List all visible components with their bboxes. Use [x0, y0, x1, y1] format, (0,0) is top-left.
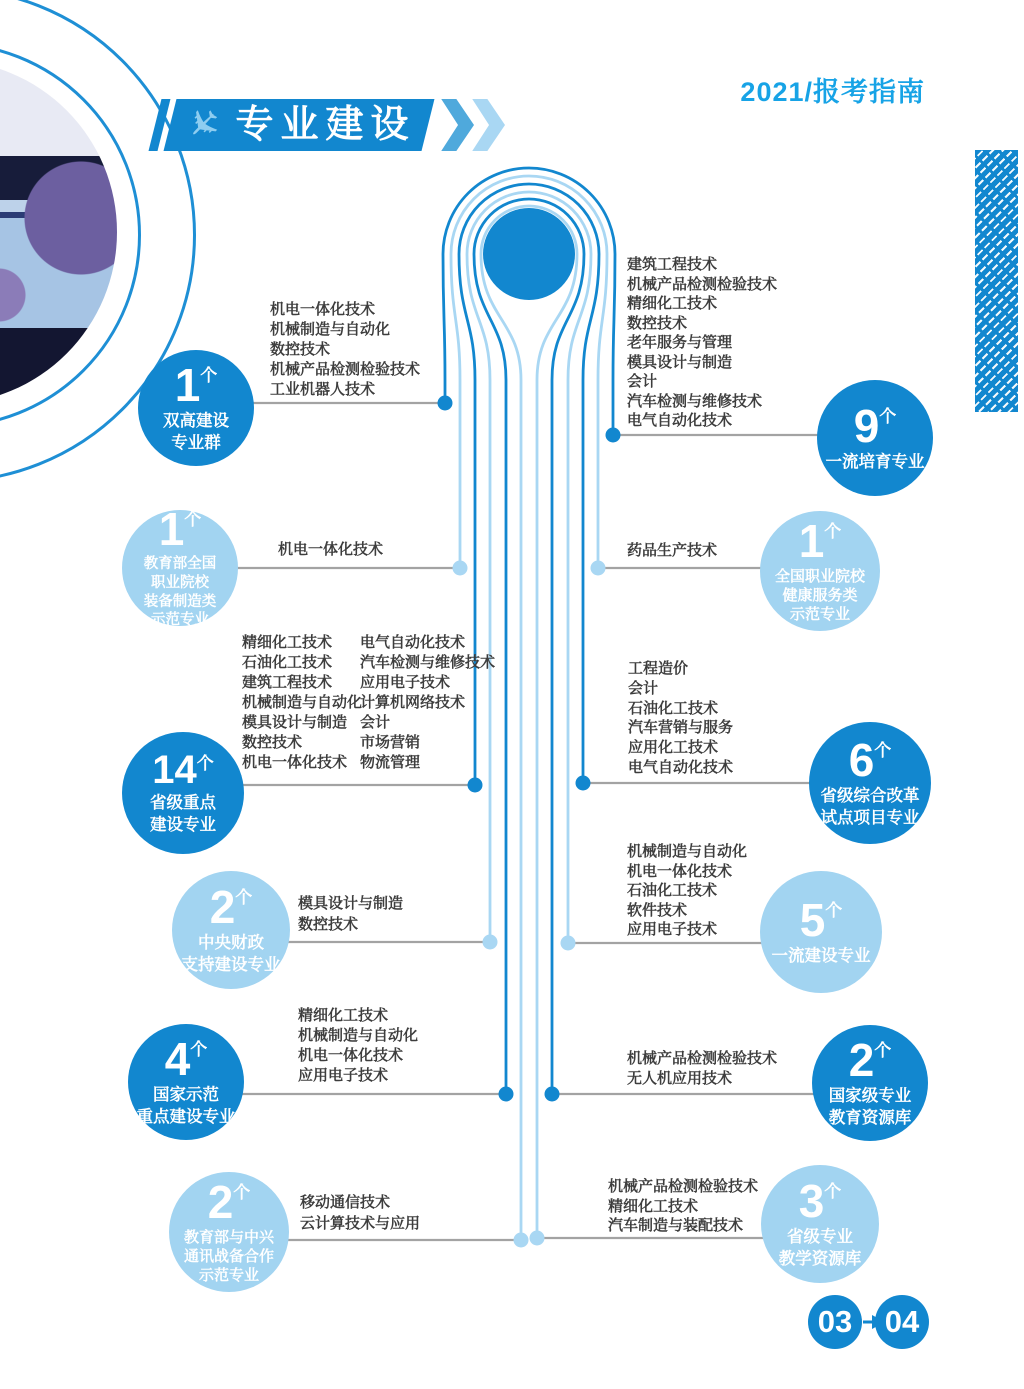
major-item: 会计 [628, 679, 659, 697]
badge-label-line: 示范专业 [198, 1267, 259, 1285]
major-item: 电气自动化技术 [627, 412, 733, 429]
major-item: 会计 [627, 373, 658, 390]
majors-list-guojiaji-ziyuanku [627, 1049, 777, 1089]
major-item: 数控技术 [270, 341, 331, 358]
badge-count: 2 个 [848, 1034, 892, 1087]
major-item: 物流管理 [360, 754, 421, 771]
major-item: 工业机器人技术 [270, 381, 376, 398]
badge-label-line: 教育部与中兴 [183, 1228, 274, 1246]
major-item: 精细化工技术 [242, 634, 333, 651]
badge-yiliu-peiyu [817, 380, 933, 496]
badge-count: 2 个 [207, 1175, 251, 1228]
major-item: 汽车检测与维修技术 [360, 654, 496, 671]
badge-label-line: 支持建设专业 [181, 955, 281, 974]
major-item: 建筑工程技术 [627, 256, 718, 273]
major-item: 模具设计与制造 [242, 714, 348, 731]
major-item: 计算机网络技术 [360, 694, 466, 711]
badge-zhongyang-caizheng [172, 871, 290, 989]
badge-label-line: 省级重点 [150, 794, 216, 813]
majors-list-quanguo-jiankang [627, 541, 717, 561]
badge-label-line: 健康服务类 [782, 586, 858, 604]
badge-label-line: 全国职业院校 [774, 567, 865, 585]
badge-shuanggao [138, 350, 254, 466]
badge-label-line: 双高建设 [163, 412, 229, 431]
major-item: 数控技术 [242, 734, 303, 751]
major-item: 电气自动化技术 [628, 758, 734, 776]
major-item: 建筑工程技术 [242, 674, 333, 691]
badge-zhongxing-hezuo [169, 1172, 289, 1292]
major-item: 汽车检测与维修技术 [627, 392, 763, 410]
badge-label-line: 试点项目专业 [820, 808, 920, 827]
major-item: 机械产品检测检验技术 [270, 361, 421, 378]
badge-label-line: 重点建设专业 [136, 1107, 236, 1126]
major-item: 机械产品检测检验技术 [627, 275, 778, 293]
major-item: 汽车营销与服务 [628, 719, 734, 737]
major-item: 机械制造与自动化 [627, 843, 748, 860]
badge-label-line: 示范专业 [789, 606, 850, 624]
page-number-left: 03 [808, 1295, 862, 1349]
badge-label-line: 示范专业 [151, 612, 209, 629]
badge-guojiaji-ziyuanku [812, 1025, 928, 1141]
majors-list-zhongxing-hezuo [300, 1192, 420, 1234]
badge-label-line: 教育部全国 [143, 556, 217, 573]
major-item: 机械制造与自动化 [242, 694, 363, 711]
majors-list-shengji-zhongdian-col2 [360, 633, 495, 773]
badge-count: 1 个 [158, 503, 202, 556]
majors-list-guojia-shifan [298, 1006, 418, 1086]
major-item: 工程造价 [628, 660, 689, 677]
major-item: 应用电子技术 [298, 1067, 389, 1084]
majors-list-jiaoyubu-zhuangbei [278, 540, 383, 560]
badge-count: 2 个 [209, 881, 253, 934]
major-item: 模具设计与制造 [627, 353, 733, 371]
major-item: 模具设计与制造 [298, 895, 404, 912]
majors-list-shengji-zhongdian [242, 633, 362, 773]
major-item: 精细化工技术 [298, 1007, 389, 1024]
badge-count: 14 个 [152, 748, 214, 793]
major-item: 机电一体化技术 [242, 754, 348, 771]
major-item: 机械制造与自动化 [270, 321, 391, 338]
major-item: 机械产品检测检验技术 [608, 1178, 759, 1195]
hatched-decoration [975, 150, 1018, 412]
major-item: 无人机应用技术 [627, 1070, 733, 1087]
major-item: 数控技术 [298, 916, 359, 933]
major-item: 机电一体化技术 [298, 1047, 404, 1064]
badge-label-line: 装备制造类 [143, 593, 217, 610]
badge-quanguo-jiankang [760, 511, 880, 631]
badge-count: 4 个 [164, 1033, 208, 1086]
badge-shengji-jiaoxue [761, 1165, 879, 1283]
badge-count: 6 个 [848, 734, 892, 787]
banner-box [164, 99, 435, 151]
badge-label-line: 教育资源库 [828, 1108, 912, 1127]
major-item: 机械产品检测检验技术 [627, 1050, 778, 1067]
major-item: 应用电子技术 [627, 921, 718, 938]
badge-shengji-zhongdian [122, 732, 244, 854]
major-item: 会计 [360, 714, 391, 731]
badge-label-line: 职业院校 [151, 574, 209, 591]
badge-count: 5 个 [799, 893, 843, 946]
major-item: 云计算技术与应用 [300, 1215, 421, 1232]
airplane-icon: ✈ [177, 97, 233, 153]
badge-shengji-zonghegaige [809, 722, 931, 844]
majors-list-yiliu-jianshe [627, 842, 747, 940]
majors-list-yiliu-peiyu [627, 255, 777, 431]
badge-label-line: 省级专业 [787, 1228, 853, 1247]
badge-label-line: 一流建设专业 [771, 946, 871, 965]
badge-label-line: 通讯战备合作 [183, 1247, 274, 1265]
majors-list-zhongyang-caizheng [298, 893, 403, 935]
major-item: 机电一体化技术 [278, 541, 384, 558]
major-item: 市场营销 [360, 734, 421, 751]
badge-count: 9 个 [853, 399, 897, 452]
major-item: 汽车制造与装配技术 [608, 1217, 744, 1234]
major-item: 机电一体化技术 [627, 862, 733, 880]
major-item: 机电一体化技术 [270, 301, 376, 318]
page-number-right: 04 [875, 1295, 929, 1349]
badge-label-line: 一流培育专业 [825, 452, 925, 471]
badge-label-line: 省级综合改革 [820, 787, 920, 806]
page-title: 专业建设 [235, 104, 416, 146]
major-item: 移动通信技术 [300, 1194, 391, 1211]
majors-list-shuanggao [270, 300, 420, 400]
major-item: 应用化工技术 [628, 739, 719, 757]
major-item: 石油化工技术 [242, 654, 333, 671]
major-item: 石油化工技术 [628, 699, 719, 717]
badge-count: 3 个 [798, 1175, 842, 1228]
badge-yiliu-jianshe [760, 871, 882, 993]
badge-label-line: 教学资源库 [778, 1249, 862, 1268]
badge-guojia-shifan [128, 1024, 244, 1140]
major-item: 电气自动化技术 [360, 634, 466, 651]
badge-label-line: 国家示范 [153, 1086, 219, 1105]
major-item: 石油化工技术 [627, 882, 718, 899]
badge-jiaoyubu-zhuangbei [122, 503, 238, 629]
majors-list-shengji-jiaoxue [608, 1177, 758, 1236]
badge-count: 1 个 [174, 359, 218, 412]
major-item: 药品生产技术 [627, 542, 718, 559]
major-item: 机械制造与自动化 [298, 1027, 419, 1044]
major-item: 数控技术 [627, 314, 688, 332]
major-item: 软件技术 [627, 901, 688, 919]
major-item: 应用电子技术 [360, 674, 451, 691]
badge-label-line: 中央财政 [198, 934, 264, 953]
badge-label-line: 国家级专业 [828, 1087, 912, 1106]
major-item: 老年服务与管理 [627, 334, 733, 351]
edition-label: 2021/报考指南 [740, 77, 925, 107]
majors-list-shengji-zonghegaige [628, 659, 733, 778]
badge-label-line: 专业群 [171, 433, 221, 452]
major-item: 精细化工技术 [627, 295, 718, 312]
badge-count: 1 个 [798, 514, 842, 567]
badge-label-line: 建设专业 [150, 815, 216, 834]
major-item: 精细化工技术 [608, 1197, 699, 1215]
